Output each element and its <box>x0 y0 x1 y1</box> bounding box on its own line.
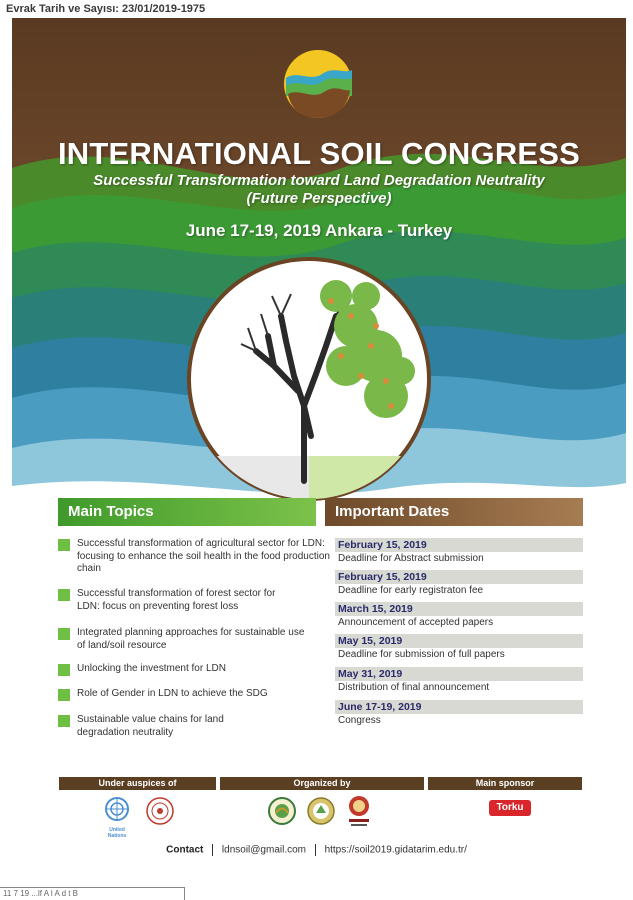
date-entry <box>335 570 583 598</box>
date-label: February 15, 2019 <box>335 538 583 552</box>
date-entry <box>335 538 583 566</box>
organizer-logo-1-icon <box>268 797 296 825</box>
bullet-square-icon <box>58 539 70 551</box>
contact-email[interactable]: ldnsoil@gmail.com <box>221 844 306 856</box>
date-event: Deadline for early registraton fee <box>338 585 484 596</box>
bullet-square-icon <box>58 689 70 701</box>
un-emblem-icon <box>102 796 132 822</box>
topic-text: Successful transformation of agricultural sector for LDN: focusing to enhance the soil health in the food production chain <box>77 538 330 574</box>
topic-item <box>58 538 348 576</box>
organizer-logo-2-icon <box>307 797 335 825</box>
topic-text: Unlocking the investment for LDN <box>77 663 226 674</box>
un-logo <box>102 796 132 839</box>
date-entry <box>335 667 583 695</box>
date-event: Distribution of final announcement <box>338 682 490 693</box>
bullet-square-icon <box>58 664 70 676</box>
congress-logo <box>282 48 354 120</box>
date-entry <box>335 634 583 662</box>
important-dates-heading: Important Dates <box>325 498 583 526</box>
un-caption: United Nations <box>107 827 127 839</box>
topic-item <box>58 663 348 676</box>
topic-item <box>58 588 348 613</box>
date-event: Congress <box>338 715 381 726</box>
organizer-logo-university-icon <box>347 795 371 829</box>
date-entry <box>335 700 583 728</box>
date-label: March 15, 2019 <box>335 602 583 616</box>
main-sponsor-label: Main sponsor <box>428 777 582 790</box>
date-event: Deadline for submission of full papers <box>338 649 505 660</box>
bullet-square-icon <box>58 628 70 640</box>
tree-illustration <box>186 256 432 502</box>
separator <box>315 844 316 856</box>
date-entry <box>335 602 583 630</box>
date-label: May 31, 2019 <box>335 667 583 681</box>
topic-item <box>58 714 348 739</box>
organized-by-label: Organized by <box>220 777 424 790</box>
congress-subtitle-perspective: (Future Perspective) <box>246 190 392 207</box>
congress-title: INTERNATIONAL SOIL CONGRESS <box>57 136 581 171</box>
sponsor-logo: Torku <box>489 800 531 816</box>
bottom-margin-note: 11 7 19 ...lf A l A d t B <box>0 887 185 900</box>
date-label: June 17-19, 2019 <box>335 700 583 714</box>
congress-date-location: June 17-19, 2019 Ankara - Turkey <box>185 221 453 240</box>
contact-website[interactable]: https://soil2019.gidatarim.edu.tr/ <box>324 844 467 856</box>
ministry-seal-icon <box>146 797 174 825</box>
topic-text: Integrated planning approaches for sustainable use of land/soil resource <box>77 627 305 651</box>
topic-text: Sustainable value chains for land degradation neutrality <box>77 714 224 738</box>
bullet-square-icon <box>58 589 70 601</box>
topic-item <box>58 627 348 652</box>
document-reference: Evrak Tarih ve Sayısı: 23/01/2019-1975 <box>6 3 206 15</box>
date-label: May 15, 2019 <box>335 634 583 648</box>
contact-label: Contact <box>166 844 204 856</box>
topic-item <box>58 688 348 701</box>
date-event: Deadline for Abstract submission <box>338 553 484 564</box>
congress-subtitle: Successful Transformation toward Land Degradation Neutrality <box>93 172 545 189</box>
date-label: February 15, 2019 <box>335 570 583 584</box>
topic-text: Successful transformation of forest sector for LDN: focus on preventing forest loss <box>77 588 276 612</box>
main-topics-heading: Main Topics <box>58 498 316 526</box>
bullet-square-icon <box>58 715 70 727</box>
topic-text: Role of Gender in LDN to achieve the SDG <box>77 688 268 699</box>
auspices-label: Under auspices of <box>59 777 216 790</box>
separator <box>212 844 213 856</box>
date-event: Announcement of accepted papers <box>338 617 494 628</box>
contact-line <box>0 844 633 856</box>
